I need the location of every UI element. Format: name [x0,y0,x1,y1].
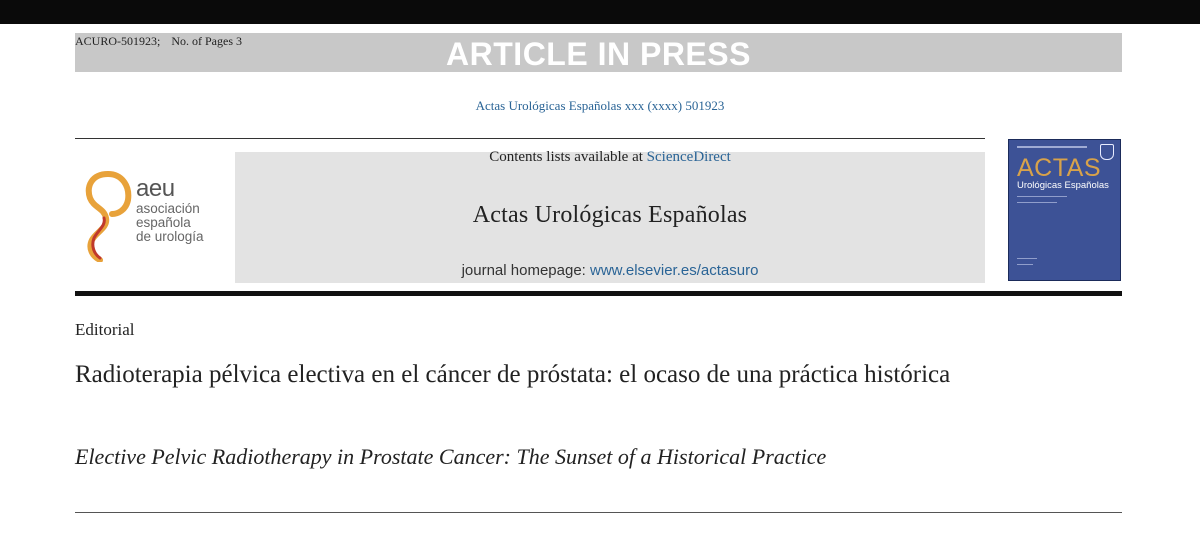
article-title-english: Elective Pelvic Radiotherapy in Prostate Cancer: The Sunset of a Historical Practice [75,444,827,469]
society-logo [78,170,238,262]
contents-availability [235,151,985,163]
cover-subtitle: Urológicas Españolas [1017,180,1109,191]
cover-detail-line [1017,202,1057,203]
article-type: Editorial [75,320,135,339]
journal-header-box [235,149,985,283]
society-name-line: asociación [136,201,200,216]
cover-seal-icon [1100,144,1114,160]
society-name-line: española [136,215,191,230]
cover-detail-line [1017,258,1037,259]
journal-title: Actas Urológicas Españolas [472,202,748,228]
journal-cover-thumbnail[interactable] [1008,139,1121,281]
journal-citation[interactable]: Actas Urológicas Españolas xxx (xxxx) 501923 [475,98,725,113]
banner-text: ARTICLE IN PRESS [446,36,751,72]
header-divider [75,138,985,139]
cover-detail-line [1017,196,1067,197]
masthead-divider [75,291,1122,296]
society-acronym: aeu [136,175,175,202]
article-title-spanish: Radioterapia pélvica electiva en el cáncer de próstata: el ocaso de una práctica histórica [75,361,951,388]
page-count: No. of Pages 3 [171,34,243,48]
kidney-ureter-icon [78,170,136,262]
journal-homepage [235,262,985,279]
top-black-bar [0,0,1200,24]
cover-title: ACTAS [1017,154,1101,182]
homepage-prefix: journal homepage: [461,262,591,279]
society-name-line: de urología [136,229,204,244]
cover-detail-line [1017,264,1033,265]
article-identifier [75,34,242,49]
homepage-link[interactable]: www.elsevier.es/actasuro [590,262,759,279]
title-divider [75,512,1122,513]
cover-header-line [1017,146,1087,148]
manuscript-id: ACURO-501923; [75,34,161,48]
society-name [136,175,204,244]
sciencedirect-link[interactable]: ScienceDirect [646,149,731,165]
contents-prefix: Contents lists available at [489,149,647,165]
